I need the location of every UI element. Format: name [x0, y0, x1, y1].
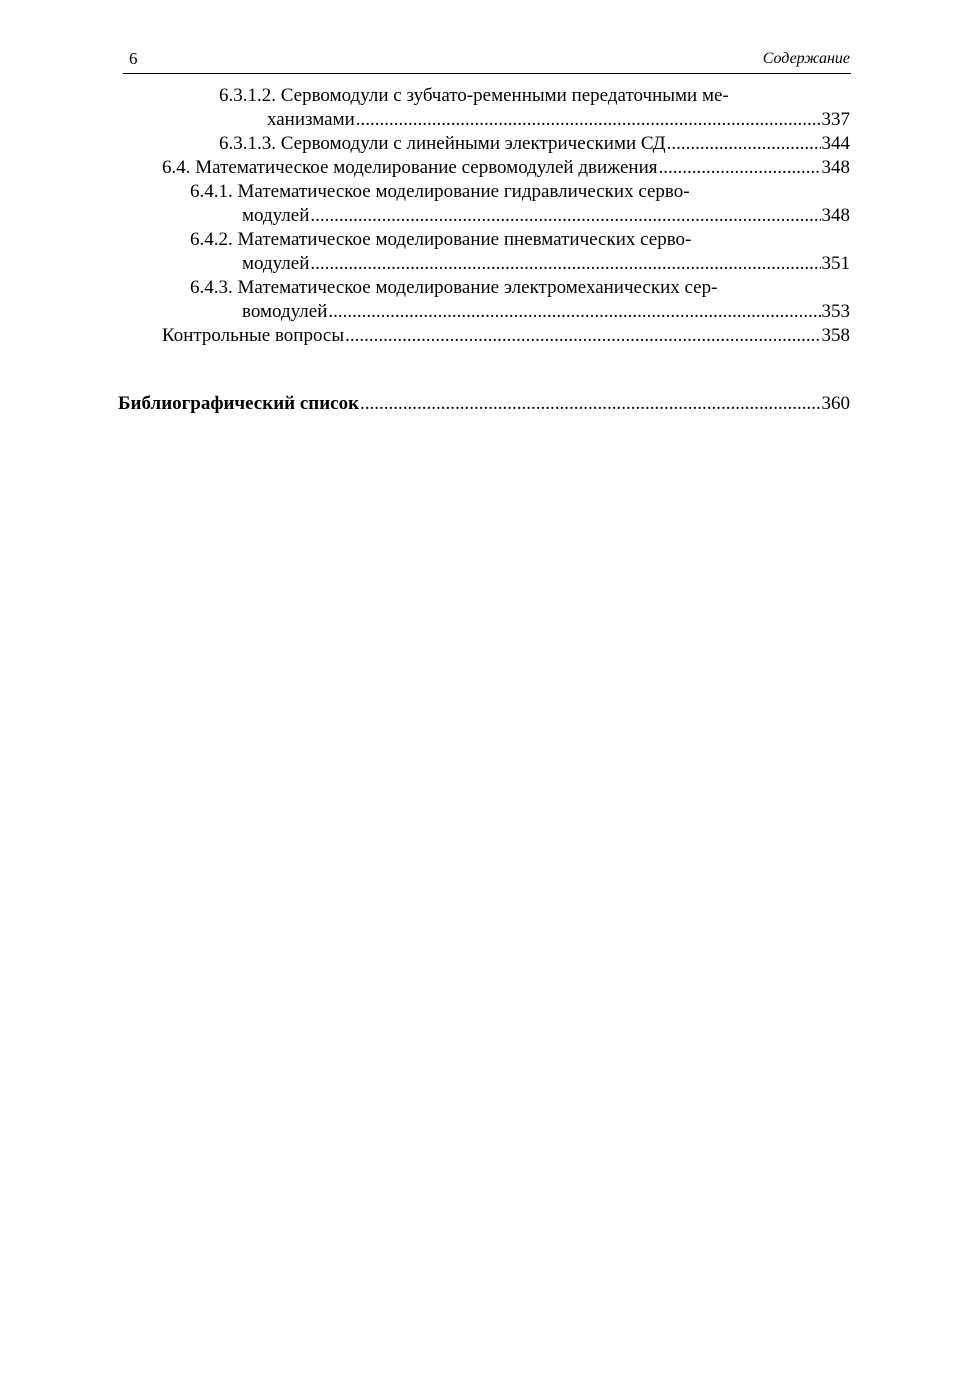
toc-entry[interactable]: [219, 132, 850, 156]
toc-entry-title: вомодулей: [242, 301, 328, 322]
toc-entry[interactable]: [190, 276, 850, 300]
toc-entry[interactable]: [190, 228, 850, 252]
toc-entry[interactable]: [219, 84, 850, 108]
page-number: 6: [129, 49, 138, 68]
toc-page-number: 348: [821, 157, 850, 178]
dot-leader: [356, 108, 821, 132]
toc-entry-continuation[interactable]: [242, 300, 850, 324]
dot-leader: [345, 324, 820, 348]
dot-leader: [659, 156, 821, 180]
toc-entry-title: 6.4.3. Математическое моделирование электромеханических сер-: [190, 277, 718, 298]
toc-page-number: 360: [821, 393, 850, 414]
dot-leader: [310, 252, 820, 276]
toc-entry-title: Контрольные вопросы: [162, 325, 345, 346]
header-rule: [123, 73, 851, 74]
toc-entry-title: Библиографический список: [118, 393, 360, 414]
dot-leader: [310, 204, 820, 228]
toc-entry-continuation[interactable]: [267, 108, 850, 132]
toc-page-number: 348: [821, 205, 850, 226]
toc-page-number: 353: [821, 301, 850, 322]
toc-entry-title: 6.4.2. Математическое моделирование пневматических серво-: [190, 229, 692, 250]
toc-entry-title: ханизмами: [267, 109, 355, 130]
toc-entry-continuation[interactable]: [242, 204, 850, 228]
toc-entry-title: 6.3.1.3. Сервомодули с линейными электрическими СД: [219, 133, 666, 154]
dot-leader: [667, 132, 821, 156]
toc-page-number: 358: [821, 325, 850, 346]
toc-entry-continuation[interactable]: [242, 252, 850, 276]
toc-entry-title: 6.4. Математическое моделирование сервомодулей движения: [162, 157, 658, 178]
toc-page-number: 351: [821, 253, 850, 274]
toc-page-number: 337: [821, 109, 850, 130]
toc-entry[interactable]: [190, 180, 850, 204]
toc-entry-title: модулей: [242, 253, 310, 274]
toc-entry-title: 6.4.1. Математическое моделирование гидравлических серво-: [190, 181, 690, 202]
toc-entry[interactable]: [162, 156, 850, 180]
dot-leader: [360, 392, 820, 416]
toc-entry-bibliography[interactable]: [118, 392, 850, 416]
toc-entry[interactable]: [162, 324, 850, 348]
toc-page-number: 344: [821, 133, 850, 154]
running-title: Содержание: [762, 50, 850, 67]
toc-entry-title: 6.3.1.2. Сервомодули с зубчато-ременными передаточными ме-: [219, 85, 729, 106]
toc-entry-title: модулей: [242, 205, 310, 226]
dot-leader: [328, 300, 820, 324]
